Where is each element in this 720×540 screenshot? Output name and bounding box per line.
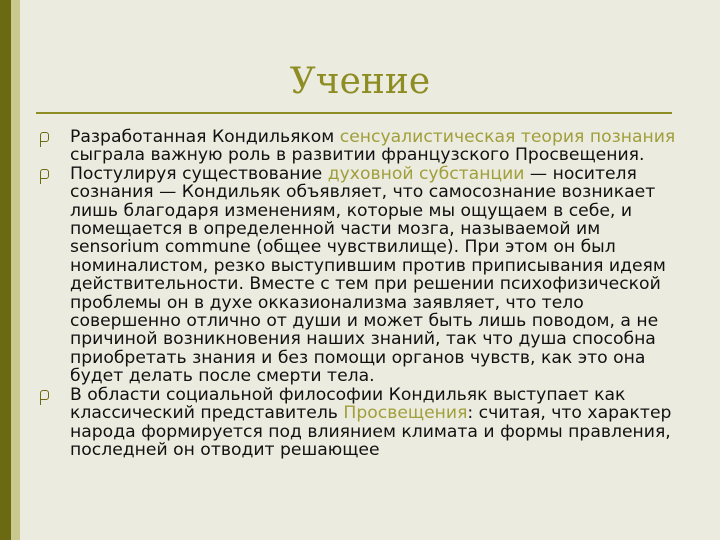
bullet-item-3 <box>36 386 688 460</box>
bullet-icon <box>40 390 49 400</box>
bullet-2-text-end: — носителя сознания — Кондильяк объявляет, что самосознание возникает лишь благодаря изменениям, которые мы ощущаем в себе, и помещается в определенной части мозга, называемой им sensorium commune (общее чувствилище). При этом он был номиналистом, резко выступившим против приписывания идеям действительности. Вместе с тем при решении психофизической проблемы он в духе окказионализма заявляет, что тело совершенно отлично от души и может быть лишь поводом, а не причиной возникновения наших знаний, так что душа способна приобретать знания и без помощи органов чувств, как это она будет делать после смерти тела. <box>70 163 666 387</box>
title-divider <box>36 112 672 114</box>
bullet-item-1 <box>36 128 688 165</box>
bullet-3-highlight: Просвещения <box>343 403 468 424</box>
bullet-2-highlight: духовной субстанции <box>327 163 525 184</box>
bullet-3-text: В области социальной философии Кондильяк выступает как классический представитель <box>70 384 626 424</box>
bullet-3-text-end: : считая, что характер народа формируется под влиянием климата и формы правления, последней он отводит решающее <box>70 403 672 460</box>
sidebar-stripe-dark <box>0 0 11 540</box>
slide-title: Учение <box>289 61 431 102</box>
bullet-1-highlight: сенсуалистическая теория познания <box>339 127 676 147</box>
sidebar-stripe-light <box>11 0 20 540</box>
bullet-list <box>36 128 688 459</box>
bullet-2-text: Постулируя существование <box>70 163 328 184</box>
bullet-1-text-end: сыграла важную роль в развитии французского Просвещения. <box>70 145 645 166</box>
bullet-icon <box>40 169 49 179</box>
bullet-icon <box>40 132 49 142</box>
bullet-1-text: Разработанная Кондильяком <box>70 127 340 147</box>
bullet-item-2 <box>36 165 688 386</box>
